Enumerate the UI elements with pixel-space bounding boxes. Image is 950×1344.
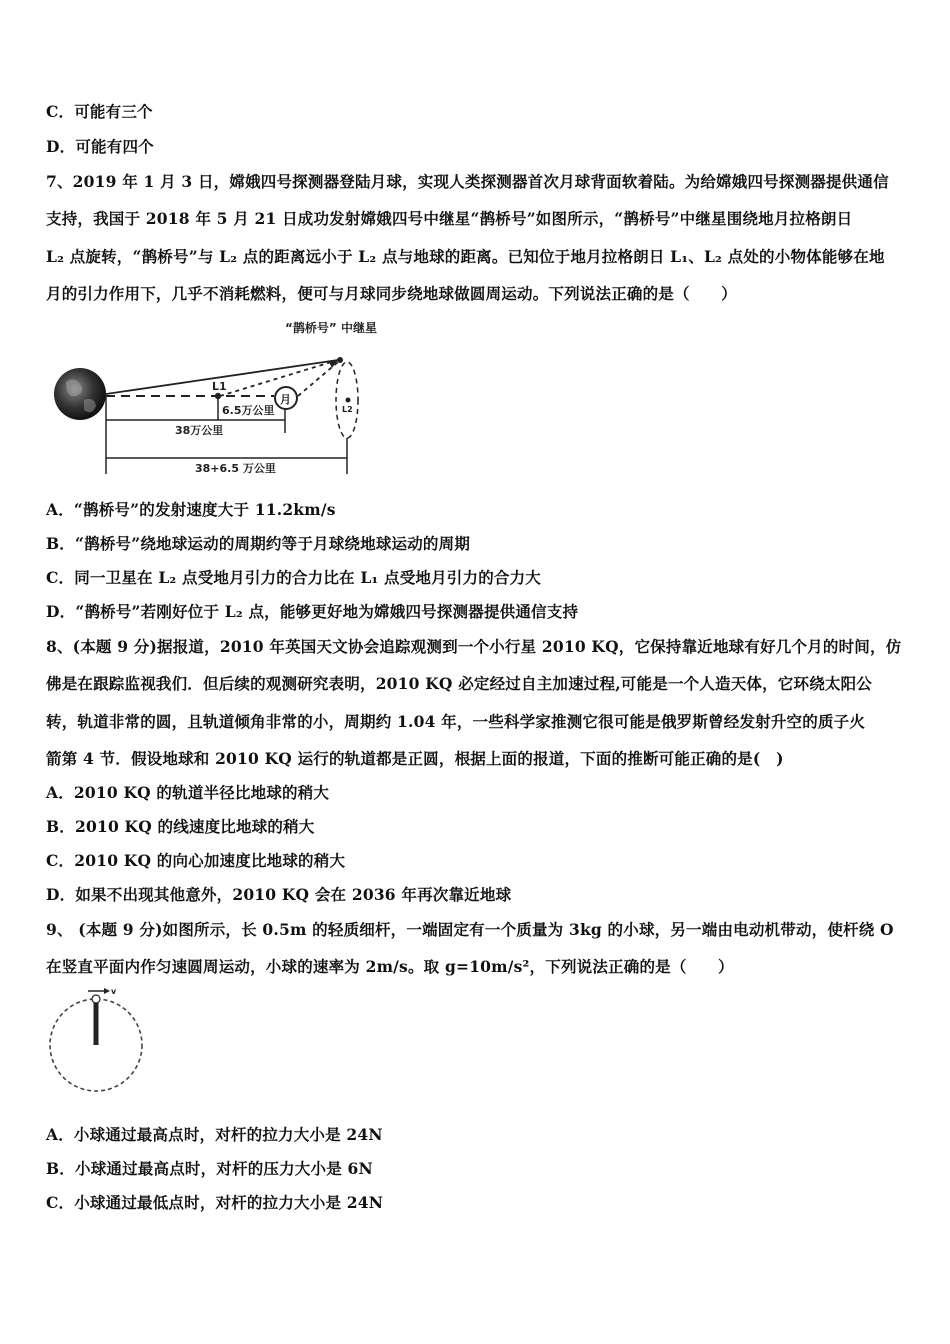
dist-38-label: 38万公里: [175, 424, 224, 437]
q7-stem-line-1: 7、2019 年 1 月 3 日，嫦娥四号探测器登陆月球，实现人类探测器首次月球背面软着陆。为给嫦娥四号探测器提供通信: [46, 172, 889, 191]
dist-65-label: 6.5万公里: [222, 404, 275, 417]
velocity-label: v: [111, 987, 117, 996]
q6-option-c: C．可能有三个: [46, 102, 153, 121]
q7-option-a: A．“鹊桥号”的发射速度大于 11.2km/s: [46, 500, 336, 519]
ball-icon: [92, 995, 100, 1003]
q8-option-c: C．2010 KQ 的向心加速度比地球的稍大: [46, 851, 346, 870]
q7-stem-line-3: L₂ 点旋转，“鹊桥号”与 L₂ 点的距离远小于 L₂ 点与地球的距离。已知位于地月拉格朗日 L₁、L₂ 点处的小物体能够在地: [46, 247, 885, 266]
q8-stem-line-2: 佛是在跟踪监视我们．但后续的观测研究表明，2010 KQ 必定经过自主加速过程,可能是一个人造天体，它环绕太阳公: [46, 674, 873, 693]
q7-stem-line-2: 支持，我国于 2018 年 5 月 21 日成功发射嫦娥四号中继星“鹊桥号”如图所示，“鹊桥号”中继星围绕地月拉格朗日: [46, 209, 853, 228]
dist-total-label: 38+6.5 万公里: [195, 462, 276, 475]
q7-option-d: D．“鹊桥号”若刚好位于 L₂ 点，能够更好地为嫦娥四号探测器提供通信支持: [46, 602, 579, 621]
moon-label: 月: [280, 393, 291, 406]
l1-label: L1: [212, 380, 227, 393]
q7-option-b: B．“鹊桥号”绕地球运动的周期约等于月球绕地球运动的周期: [46, 534, 471, 553]
satellite-icon: [337, 357, 343, 363]
q8-stem-line-1: 8、(本题 9 分)据报道，2010 年英国天文协会追踪观测到一个小行星 2010 KQ，它保持靠近地球有好几个月的时间，仿: [46, 637, 902, 656]
q8-option-d: D．如果不出现其他意外，2010 KQ 会在 2036 年再次靠近地球: [46, 885, 512, 904]
q9-rod-circle-diagram: [40, 985, 160, 1100]
q8-option-b: B．2010 KQ 的线速度比地球的稍大: [46, 817, 315, 836]
q9-option-b: B．小球通过最高点时，对杆的压力大小是 6N: [46, 1159, 373, 1178]
q9-stem-line-2: 在竖直平面内作匀速圆周运动，小球的速率为 2m/s。取 g=10m/s²，下列说法正确的是（ ）: [46, 957, 734, 976]
earth-icon: [54, 368, 106, 420]
velocity-arrow-icon: [104, 988, 110, 994]
l2-label: L2: [342, 405, 353, 414]
q8-stem-line-4: 箭第 4 节．假设地球和 2010 KQ 运行的轨道都是正圆，根据上面的报道，下面的推断可能正确的是( ): [46, 749, 784, 768]
q6-option-d: D．可能有四个: [46, 137, 154, 156]
q7-stem-line-4: 月的引力作用下，几乎不消耗燃料，便可与月球同步绕地球做圆周运动。下列说法正确的是（ ）: [46, 284, 737, 303]
satellite-label: “鹊桥号” 中继星: [285, 321, 377, 335]
rod: [94, 999, 99, 1045]
q8-stem-line-3: 转，轨道非常的圆，且轨道倾角非常的小，周期约 1.04 年，一些科学家推测它很可能是俄罗斯曾经发射升空的质子火: [46, 712, 866, 731]
q9-option-a: A．小球通过最高点时，对杆的拉力大小是 24N: [46, 1125, 383, 1144]
q9-stem-line-1: 9、 (本题 9 分)如图所示，长 0.5m 的轻质细杆，一端固定有一个质量为 3kg 的小球，另一端由电动机带动，使杆绕 O: [46, 920, 894, 939]
q8-option-a: A．2010 KQ 的轨道半径比地球的稍大: [46, 783, 330, 802]
q9-option-c: C．小球通过最低点时，对杆的拉力大小是 24N: [46, 1193, 384, 1212]
q7-option-c: C．同一卫星在 L₂ 点受地月引力的合力比在 L₁ 点受地月引力的合力大: [46, 568, 541, 587]
q7-lagrange-diagram: [40, 312, 420, 482]
l2-point: [346, 398, 351, 403]
